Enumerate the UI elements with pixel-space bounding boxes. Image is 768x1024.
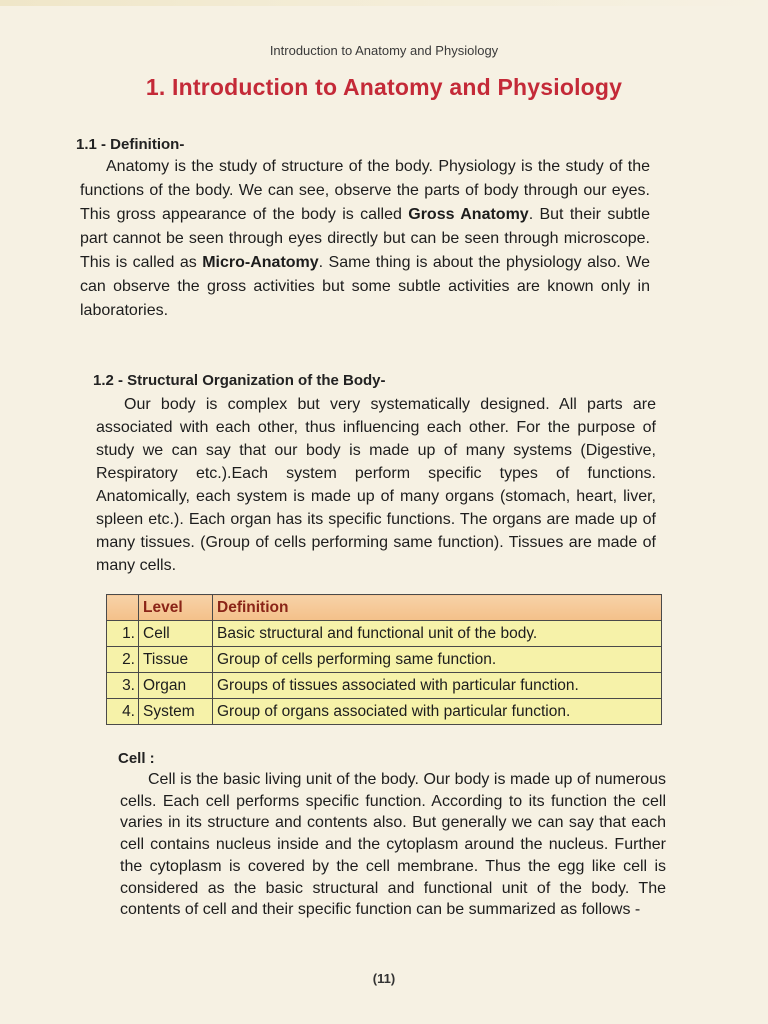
section-1-heading: 1.1 - Definition- [76,136,185,153]
table-cell-level: Cell [139,621,213,647]
term-micro-anatomy: Micro-Anatomy [202,254,319,271]
page-top-band [0,0,768,6]
section-1-paragraph [80,155,650,323]
table-row [107,647,662,673]
table-cell-num: 1. [107,621,139,647]
table-row [107,699,662,725]
table-row [107,673,662,699]
term-gross-anatomy: Gross Anatomy [408,206,529,223]
table-cell-num: 3. [107,673,139,699]
table-header-definition: Definition [213,595,662,621]
table-cell-level: Organ [139,673,213,699]
cell-paragraph: Cell is the basic living unit of the body. Our body is made up of numerous cells. Each cell performs specific function. According to its function the cell varies in its structure and contents also. But generally we can say that each cell contains nucleus inside and the cytoplasm around the nucleus. Further the cytoplasm is covered by the cell membrane. Thus the egg like cell is considered as the basic structural and functional unit of the body. The contents of cell and their specific function can be summarized as follows - [120,771,666,919]
cell-heading: Cell : [118,750,155,767]
section-1-text-a: Anatomy is the study of structure of the body. Physiology is the study of the functions of the body. We can see, observe the parts of body through our eyes. This gross appearance of the body is called [80,158,650,223]
page-number: (11) [372,971,396,986]
table-row [107,621,662,647]
table-cell-definition: Basic structural and functional unit of the body. [213,621,662,647]
chapter-title: 1. Introduction to Anatomy and Physiology [145,74,623,100]
table-cell-num: 2. [107,647,139,673]
table-header-row [107,595,662,621]
section-2-heading: 1.2 - Structural Organization of the Body- [93,372,386,389]
table-header-level: Level [139,595,213,621]
table-cell-definition: Group of organs associated with particular function. [213,699,662,725]
section-2-paragraph: Our body is complex but very systematically designed. All parts are associated with each other, thus influencing each other. For the purpose of study we can say that our body is made up of many systems (Digestive, Respiratory etc.).Each system perform specific types of functions. Anatomically, each system is made up of many organs (stomach, heart, liver, spleen etc.). Each organ has its specific functions. The organs are made up of many tissues. (Group of cells performing same function). Tissues are made of many cells. [96,396,656,574]
running-head: Introduction to Anatomy and Physiology [269,43,499,58]
table-cell-level: Tissue [139,647,213,673]
section-1-text-c: . Same thing is about the physiology also. We can observe the gross activities but some subtle activities are known only in laboratories. [80,254,651,319]
table-cell-num: 4. [107,699,139,725]
section-1-text-b: . But their subtle part cannot be seen through eyes directly but can be seen through microscope. This is called as [80,206,651,271]
table-cell-definition: Group of cells performing same function. [213,647,662,673]
table-cell-level: System [139,699,213,725]
table-header-num [107,595,139,621]
levels-table [106,594,662,725]
table-cell-definition: Groups of tissues associated with particular function. [213,673,662,699]
